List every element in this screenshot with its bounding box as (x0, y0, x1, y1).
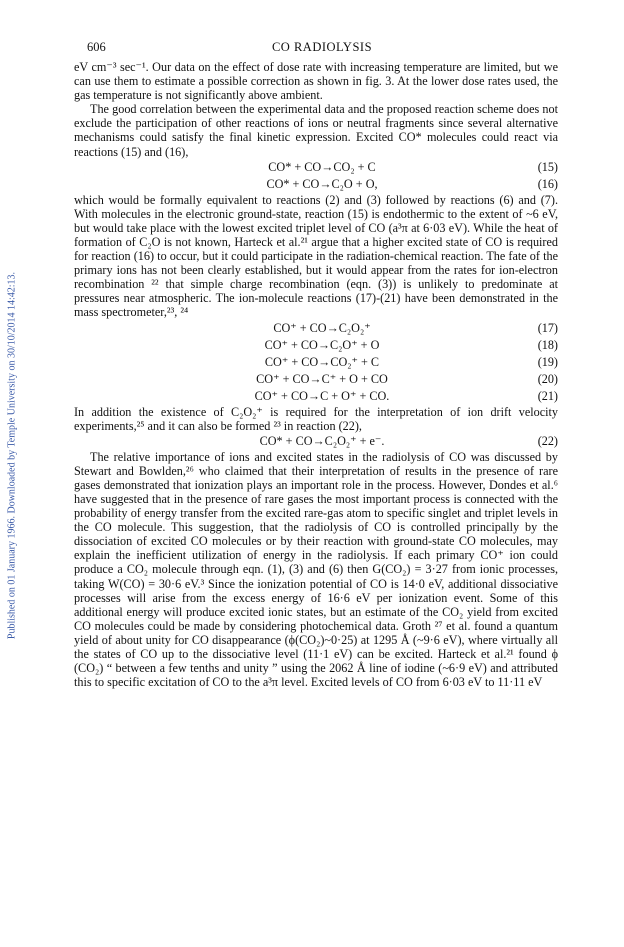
running-title: CO RADIOLYSIS (271, 40, 373, 54)
equation (74, 354, 558, 371)
paragraph: which would be formally equivalent to reactions (2) and (3) followed by reactions (6) and (7). With molecules in the electronic ground-state, reaction (15) is endothermic to the extent of ~6 eV, but would take place with the lowest excited triplet level of CO (a³π at 6·03 eV). While the heat of formation of C₂O is not known, Harteck et al.²¹ argue that a higher excited state of CO is required for reaction (16) to occur, but it could participate in the radiation-chemical reaction. The fate of the primary ions has not been clearly established, but it would appear from the rates for ion-electron recombination ²² that simple charge recombination (eqn. (3)) is unlikely to predominate at pressures near atmospheric. The ion-molecule reactions (17)-(21) have been demonstrated in the mass spectrometer,²³, ²⁴ (74, 192, 558, 320)
equation-number: (15) (537, 159, 558, 174)
equation-expression: CO* + CO→C₂O + O, (266, 176, 378, 191)
download-watermark: Published on 01 January 1966. Downloaded by Temple University on 30/10/2014 14:42:13. (6, 271, 18, 640)
equation-expression: CO* + CO→C₂O₂⁺ + e⁻. (259, 433, 385, 448)
equation (74, 320, 558, 337)
equation-expression: CO⁺ + CO→C⁺ + O + CO (256, 371, 388, 386)
equation-number: (21) (537, 388, 558, 403)
page-number: 606 (87, 40, 106, 54)
paragraph: In addition the existence of C₂O₂⁺ is required for the interpretation of ion drift velocity experiments,²⁵ and it can also be formed ²³ in reaction (22), (74, 404, 558, 433)
equation-expression: CO⁺ + CO→CO₂⁺ + C (264, 354, 380, 369)
equation-number: (22) (537, 433, 558, 448)
equation (74, 337, 558, 354)
paragraph: eV cm⁻³ sec⁻¹. Our data on the effect of dose rate with increasing temperature are limited, but we can use them to estimate a possible correction as shown in fig. 3. At the lower dose rates used, the gas temperature is not significantly above ambient. (74, 60, 558, 103)
equation-number: (20) (537, 371, 558, 386)
paragraph: The relative importance of ions and excited states in the radiolysis of CO was discussed by Stewart and Bowlden,²⁶ who claimed that their interpretation of results in the presence of rare gases demonstrated that ionization plays an important role in the process. However, Dondes et al.⁶ have suggested that in the presence of rare gases the most important process is connected with the probability of energy transfer from the excited rare-gas atom to specific singlet and triplet levels in the CO molecule. This suggestion, that the radiolysis of CO is controlled principally by the dissociation of excited CO molecules or by their reaction with ground-state CO molecules, may explain the inefficient utilization of energy in the radiolysis. If each primary CO⁺ ion could produce a CO₂ molecule through eqn. (1), (3) and (6) then G(CO₂) = 3·27 from ionic processes, taking W(CO) = 30·6 eV.³ Since the ionization potential of CO is 14·0 eV, additional dissociative processes will arise from the excess energy of 16·6 eV per ionization event. Some of this additional energy will produce excited ionic states, but an estimate of the CO₂ yield from excited CO molecules could be made by considering photochemical data. Groth ²⁷ et al. found a quantum yield of about unity for CO disappearance (ϕ(CO₂)~0·25) at 1295 Å (~9·6 eV), where virtually all the states of CO up to the dissociative level (11·1 eV) can be excited. Harteck et al.²¹ found ϕ (CO₂) “ between a few tenths and unity ” using the 2062 Å line of iodine (~6·9 eV) and attributed this to specific excitation of CO to the a³π level. Excited levels of CO from 6·03 eV to 11·11 eV (74, 449, 558, 690)
equation (74, 388, 558, 405)
equation-expression: CO⁺ + CO→C₂O⁺ + O (264, 337, 380, 352)
equation (74, 371, 558, 388)
equation-number: (19) (537, 354, 558, 369)
equation (74, 433, 558, 450)
paragraph: The good correlation between the experimental data and the proposed reaction scheme does not exclude the participation of other reactions of ions or neutral fragments since several alternative mechanisms could satisfy the final kinetic expression. Excited CO* molecules could react via reactions (15) and (16), (74, 102, 558, 159)
equation (74, 176, 558, 193)
equation-expression: CO* + CO→CO₂ + C (268, 159, 376, 174)
equation-number: (17) (537, 320, 558, 335)
equation-expression: CO⁺ + CO→C₂O₂⁺ (273, 320, 371, 335)
article-body (74, 60, 558, 689)
equation-number: (16) (537, 176, 558, 191)
equation (74, 159, 558, 176)
equation-expression: CO⁺ + CO→C + O⁺ + CO. (254, 388, 390, 403)
equation-number: (18) (537, 337, 558, 352)
